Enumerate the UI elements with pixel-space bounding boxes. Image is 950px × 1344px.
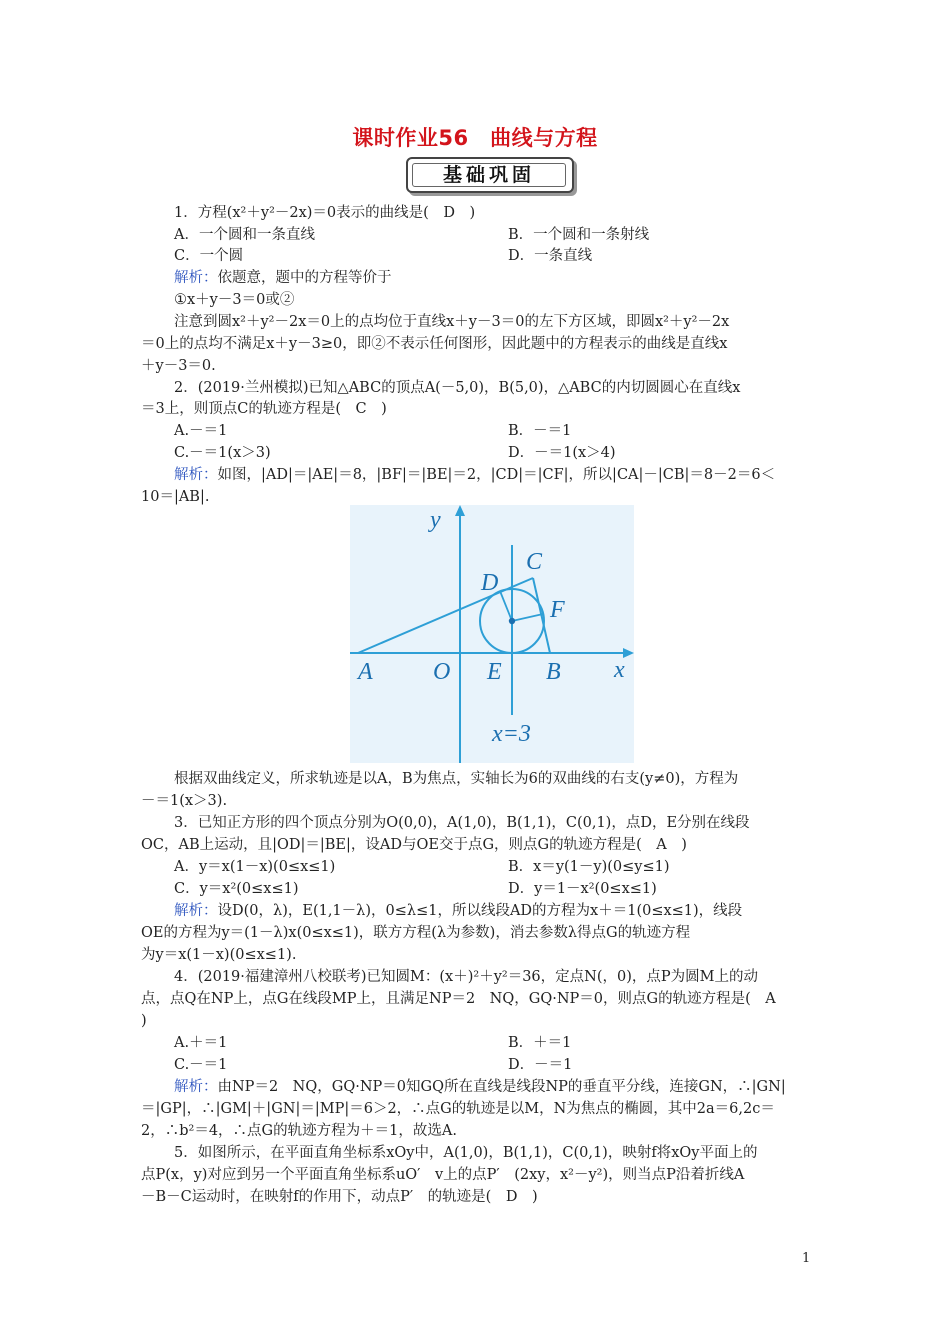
line-text: B．一个圆和一条射线 bbox=[508, 227, 650, 243]
line-text: OC，AB上运动，且|OD|＝|BE|，设AD与OE交于点G，则点G的轨迹方程是( A ) bbox=[141, 837, 687, 853]
text-line bbox=[141, 989, 776, 1009]
line-text: B．＋＝1 bbox=[508, 1035, 572, 1051]
line-text: －＝1(x＞3). bbox=[141, 793, 228, 809]
text-line bbox=[174, 465, 775, 485]
incircle-center bbox=[509, 618, 515, 624]
text-line bbox=[174, 203, 475, 223]
line-text: ＝0上的点均不满足x＋y－3≥0，即②不表示任何图形，因此题中的方程表示的曲线是直线x bbox=[141, 336, 728, 352]
line-text: C.－＝1(x＞3) bbox=[174, 445, 271, 461]
text-line bbox=[141, 1121, 457, 1141]
text-line bbox=[508, 246, 592, 266]
line-text: 由NP＝2 NQ，GQ·NP＝0知GQ所在直线是线段NP的垂直平分线，连接GN，∴|GN| bbox=[217, 1079, 786, 1095]
text-line bbox=[174, 1077, 786, 1097]
line-text: D．一条直线 bbox=[508, 248, 593, 264]
text-line bbox=[508, 225, 649, 245]
line-text: D．－＝1(x＞4) bbox=[508, 445, 616, 461]
line-text: 点P(x，y)对应到另一个平面直角坐标系uO′ v上的点P′ (2xy，x²－y²)，则当点P沿着折线A bbox=[141, 1167, 745, 1183]
analysis-label: 解析： bbox=[174, 467, 218, 483]
incircle-figure bbox=[350, 505, 634, 763]
line-text: 设D(0，λ)，E(1,1－λ)，0≤λ≤1，所以线段AD的方程为x＋＝1(0≤x≤1)，线段 bbox=[217, 903, 743, 919]
text-line bbox=[174, 1143, 757, 1163]
analysis-label: 解析： bbox=[174, 270, 218, 286]
label-F: F bbox=[550, 597, 565, 623]
page-title: 课时作业56 曲线与方程 bbox=[352, 126, 598, 150]
text-line bbox=[508, 421, 571, 441]
line-text: C．一个圆 bbox=[174, 248, 244, 264]
text-line bbox=[174, 901, 742, 921]
label-A: A bbox=[358, 659, 373, 685]
text-line bbox=[141, 1011, 147, 1031]
text-line bbox=[141, 487, 209, 507]
text-line bbox=[508, 443, 616, 463]
line-text: B．x＝y(1－y)(0≤y≤1) bbox=[508, 859, 670, 875]
line-text: B．－＝1 bbox=[508, 423, 572, 439]
line-text: D．－＝1 bbox=[508, 1057, 573, 1073]
label-B: B bbox=[546, 659, 561, 685]
line-text: 根据双曲线定义，所求轨迹是以A，B为焦点，实轴长为6的双曲线的右支(y≠0)，方程为 bbox=[174, 771, 739, 787]
text-line bbox=[508, 1033, 571, 1053]
line-text: ＝|GP|，∴|GM|＋|GN|＝|MP|＝6＞2，∴点G的轨迹是以M，N为焦点的椭圆，其中2a＝6,2c＝ bbox=[141, 1101, 775, 1117]
text-line bbox=[141, 334, 727, 354]
line-text: ＝3上，则顶点C的轨迹方程是( C ) bbox=[141, 401, 387, 417]
line-text: 5．如图所示，在平面直角坐标系xOy中，A(1,0)，B(1,1)，C(0,1)，映射f将xOy平面上的 bbox=[174, 1145, 758, 1161]
label-line-x3: x=3 bbox=[492, 721, 531, 747]
analysis-label: 解析： bbox=[174, 1079, 218, 1095]
line-text: 注意到圆x²＋y²－2x＝0上的点均位于直线x＋y－3＝0的左下方区域，即圆x²＋y²－2x bbox=[174, 314, 730, 330]
label-E: E bbox=[487, 659, 502, 685]
text-line bbox=[174, 312, 729, 332]
label-x: x bbox=[614, 657, 625, 683]
text-line bbox=[174, 443, 271, 463]
line-text: －B－C运动时，在映射f的作用下，动点P′ 的轨迹是( D ) bbox=[141, 1189, 538, 1205]
line-text: D．y＝1－x²(0≤x≤1) bbox=[508, 881, 657, 897]
line-text: 2，∴b²＝4，∴点G的轨迹方程为＋＝1，故选A. bbox=[141, 1123, 457, 1139]
line-text: ①x＋y－3＝0或② bbox=[174, 292, 295, 308]
text-line bbox=[141, 945, 296, 965]
line-text: ) bbox=[141, 1013, 147, 1029]
text-line bbox=[174, 225, 315, 245]
line-text: A．一个圆和一条直线 bbox=[174, 227, 315, 243]
section-badge-label: 基础巩固 bbox=[412, 163, 566, 187]
line-text: A.＋＝1 bbox=[174, 1035, 228, 1051]
line-text: 如图，|AD|＝|AE|＝8，|BF|＝|BE|＝2，|CD|＝|CF|，所以|CA|－|CB|＝8－2＝6＜ bbox=[217, 467, 776, 483]
text-line bbox=[174, 246, 243, 266]
line-text: 2．(2019·兰州模拟)已知△ABC的顶点A(－5,0)，B(5,0)，△ABC的内切圆圆心在直线x bbox=[174, 380, 741, 396]
text-line bbox=[174, 421, 227, 441]
text-line bbox=[174, 1055, 227, 1075]
label-O: O bbox=[433, 659, 451, 685]
line-text: ＋y－3＝0. bbox=[141, 358, 216, 374]
text-line bbox=[174, 879, 299, 899]
text-line bbox=[141, 399, 387, 419]
text-line bbox=[174, 268, 392, 288]
label-D: D bbox=[481, 570, 499, 596]
text-line bbox=[174, 378, 740, 398]
text-line bbox=[174, 1033, 227, 1053]
line-text: A.－＝1 bbox=[174, 423, 228, 439]
text-line bbox=[141, 1165, 744, 1185]
text-line bbox=[141, 1187, 538, 1207]
text-line bbox=[141, 791, 227, 811]
line-text: 依题意，题中的方程等价于 bbox=[217, 270, 392, 286]
text-line bbox=[141, 835, 687, 855]
label-y: y bbox=[430, 507, 441, 533]
line-text: A．y＝x(1－x)(0≤x≤1) bbox=[174, 859, 336, 875]
text-line bbox=[174, 290, 294, 310]
label-C: C bbox=[526, 549, 543, 575]
text-line bbox=[141, 1099, 775, 1119]
line-text: OE的方程为y＝(1－λ)x(0≤x≤1)，联方方程(λ为参数)，消去参数λ得点G的轨迹方程 bbox=[141, 925, 691, 941]
text-line bbox=[508, 857, 670, 877]
text-line bbox=[141, 923, 690, 943]
line-text: 1．方程(x²＋y²－2x)＝0表示的曲线是( D ) bbox=[174, 205, 476, 221]
line-text: 为y＝x(1－x)(0≤x≤1). bbox=[141, 947, 297, 963]
line-text: 点，点Q在NP上，点G在线段MP上，且满足NP＝2 NQ，GQ·NP＝0，则点G的轨迹方程是( A bbox=[141, 991, 776, 1007]
line-text: C．y＝x²(0≤x≤1) bbox=[174, 881, 299, 897]
text-line bbox=[174, 813, 750, 833]
text-line bbox=[174, 769, 738, 789]
line-text: 10＝|AB|. bbox=[141, 489, 210, 505]
text-line bbox=[508, 879, 657, 899]
page-number: 1 bbox=[802, 1251, 811, 1266]
text-line bbox=[174, 967, 758, 987]
text-line bbox=[141, 356, 216, 376]
analysis-label: 解析： bbox=[174, 903, 218, 919]
section-badge bbox=[406, 157, 576, 195]
line-text: 4．(2019·福建漳州八校联考)已知圆M：(x＋)²＋y²＝36，定点N(，0)，点P为圆M上的动 bbox=[174, 969, 758, 985]
text-line bbox=[174, 857, 335, 877]
line-text: 3．已知正方形的四个顶点分别为O(0,0)，A(1,0)，B(1,1)，C(0,1)，点D，E分别在线段 bbox=[174, 815, 750, 831]
line-text: C.－＝1 bbox=[174, 1057, 228, 1073]
text-line bbox=[508, 1055, 572, 1075]
